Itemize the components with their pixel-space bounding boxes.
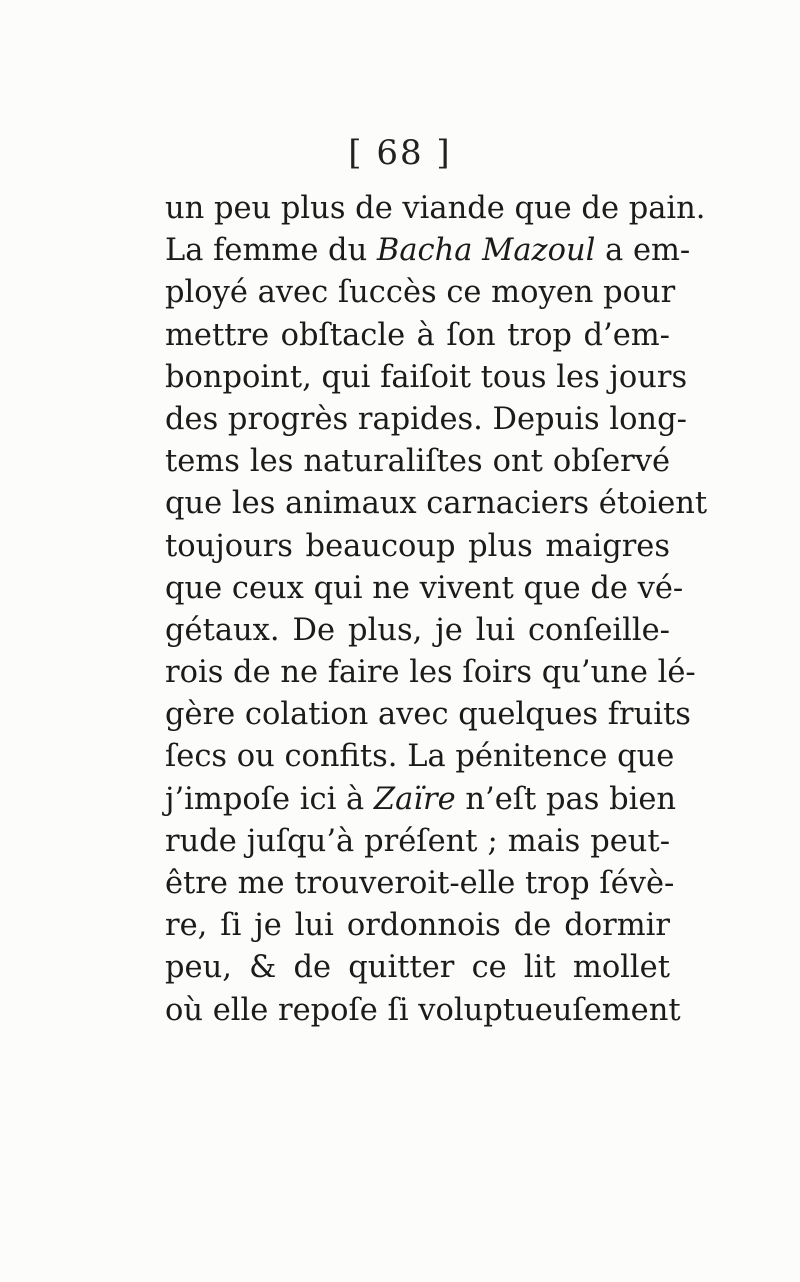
text-line (165, 357, 688, 399)
text-segment: être me trouveroit-elle trop ſévè- (165, 866, 675, 901)
text-line (165, 905, 670, 947)
text-segment: que les animaux carnaciers étoient (165, 486, 708, 522)
text-segment: La femme du (165, 233, 377, 269)
text-line (165, 526, 670, 568)
text-line (165, 736, 675, 778)
text-segment: que ceux qui ne vivent que de vé- (165, 570, 684, 606)
text-line (165, 230, 691, 272)
text-segment: tems les naturaliſtes ont obſervé (165, 444, 670, 480)
body-text (165, 188, 708, 1032)
text-line (165, 779, 677, 821)
text-line (165, 441, 670, 483)
text-line (165, 947, 670, 989)
text-line (165, 272, 676, 314)
text-line (165, 694, 691, 736)
text-segment: toujours beaucoup plus maigres (165, 528, 670, 564)
text-line (165, 821, 670, 863)
text-segment: gère colation avec quelques fruits (165, 697, 691, 733)
text-line (165, 483, 708, 525)
text-segment: rude juſqu’à préſent ; mais peut- (165, 823, 670, 859)
text-segment: mettre obſtacle à ſon trop d’em- (165, 317, 670, 353)
text-line (165, 399, 687, 441)
text-segment: gétaux. De plus, je lui conſeille- (165, 612, 670, 648)
page-number: [ 68 ] (348, 133, 452, 173)
text-segment: re, ſi je lui ordonnois de dormir (165, 908, 670, 944)
text-line (165, 863, 675, 905)
italic-name: Bacha Mazoul (376, 233, 596, 269)
text-segment: peu, & de quitter ce lit mollet (165, 950, 670, 986)
text-segment: j’impoſe ici à (165, 781, 374, 817)
text-line (165, 652, 696, 694)
text-line (165, 188, 706, 230)
text-segment: un peu plus de viande que de pain. (165, 191, 706, 226)
text-segment: a em- (595, 233, 691, 269)
text-segment: ployé avec ſuccès ce moyen pour (165, 275, 676, 311)
italic-name: Zaïre (373, 781, 456, 817)
text-segment: n’eſt pas bien (455, 781, 677, 817)
text-line (165, 990, 681, 1032)
text-segment: où elle repoſe ſi voluptueuſement (165, 992, 681, 1028)
text-segment: bonpoint, qui faiſoit tous les jours (165, 359, 688, 395)
text-segment: ſecs ou confits. La pénitence que (165, 739, 675, 775)
text-line (165, 568, 684, 610)
text-segment: rois de ne faire les ſoirs qu’une lé- (165, 655, 696, 691)
text-segment: des progrès rapides. Depuis long- (165, 401, 687, 437)
text-line (165, 610, 670, 652)
text-line (165, 315, 670, 357)
